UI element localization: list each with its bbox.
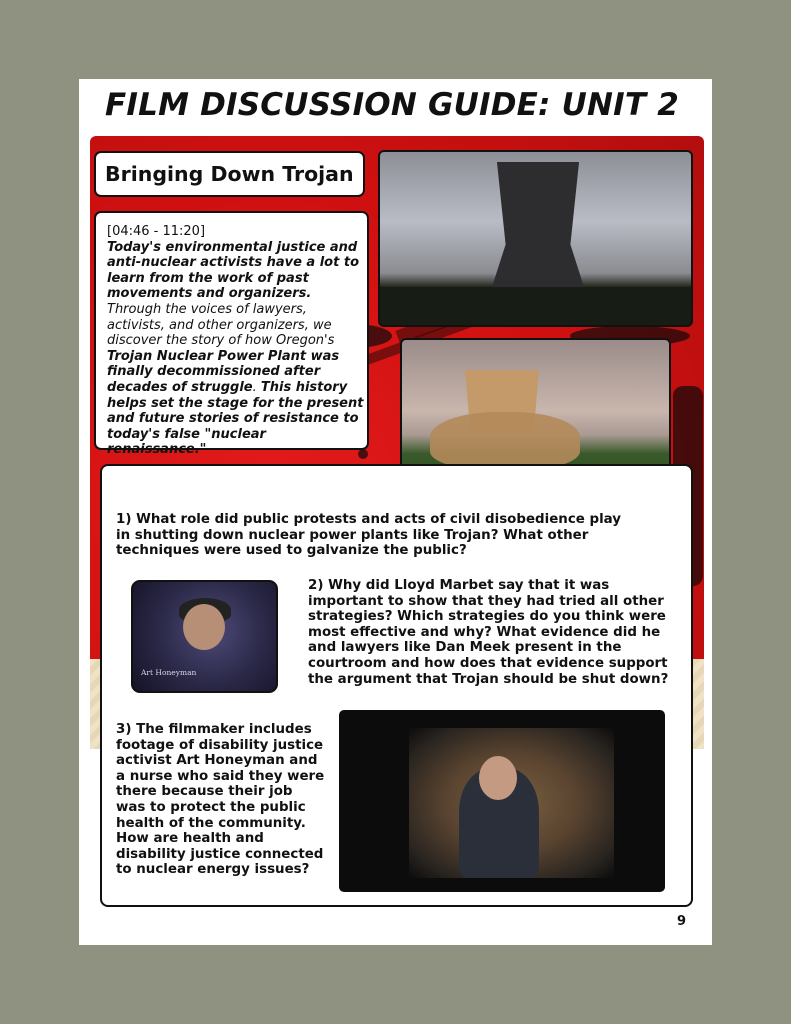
- intro-box: [94, 211, 369, 458]
- intro-italic-2: .: [252, 379, 261, 395]
- guide-page: [79, 79, 712, 945]
- dust-cloud-shape: [430, 412, 580, 468]
- page-title: FILM DISCUSSION GUIDE: UNIT 2: [105, 87, 680, 123]
- face-shape: [183, 604, 225, 650]
- section-title-box: [94, 151, 365, 197]
- courtroom-photo: [339, 710, 665, 892]
- intro-text: [107, 224, 365, 458]
- lawyer-face-shape: [479, 756, 517, 800]
- intro-italic-1: Through the voices of lawyers, activists, and other organizers, we discover the story of how Oregon's: [107, 301, 335, 349]
- intro-bold-2: Trojan Nuclear Power Plant was finally decommissioned after decades of struggle: [107, 348, 340, 395]
- art-honeyman-photo: [131, 580, 278, 693]
- section-title: Bringing Down Trojan: [105, 162, 354, 186]
- page-number: 9: [677, 914, 687, 929]
- intro-timestamp: [04:46 - 11:20]: [107, 224, 206, 239]
- question-2: 2) Why did Lloyd Marbet say that it was important to show that they had tried all other strategies? Which strategies do you think were most effective and why? What evidence did he and lawyers like Dan Meek present in the courtroom and how does that evidence support the argument that Trojan should be shut down?: [308, 578, 669, 687]
- question-1: 1) What role did public protests and acts of civil disobedience play in shutting down nuclear power plants like Trojan? What other techniques were used to galvanize the public?: [116, 512, 622, 559]
- question-3: 3) The filmmaker includes footage of disability justice activist Art Honeyman and a nurse who said they were there because their job was to protect the public health of the community. How are health and disability justice connected to nuclear energy issues?: [116, 722, 325, 878]
- courtroom-scene: [409, 728, 614, 878]
- treeline-shape: [380, 287, 691, 325]
- intro-bold-1: Today's environmental justice and anti-nuclear activists have a lot to learn from the work of past movements and organizers.: [107, 239, 360, 302]
- cooling-tower-photo: [378, 150, 693, 327]
- photo-caption: Art Honeyman: [141, 668, 197, 677]
- intro-bold-3: This history helps set the stage for the present and future stories of resistance to today's false "nuclear renaissance.": [107, 379, 364, 458]
